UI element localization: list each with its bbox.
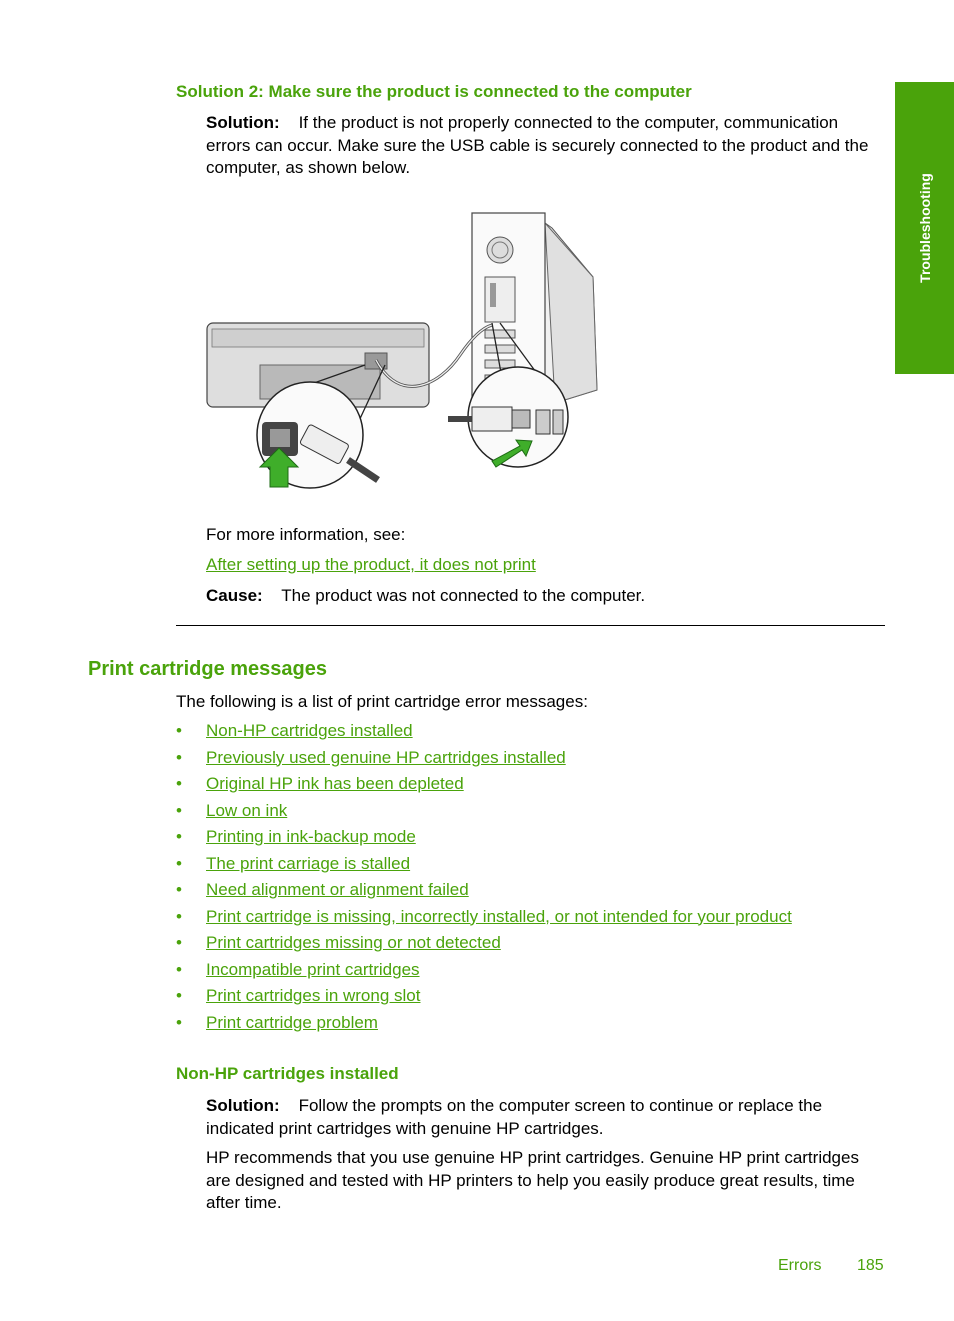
list-item xyxy=(176,747,792,774)
message-link[interactable]: Printing in ink-backup mode xyxy=(206,827,416,846)
bullet: • xyxy=(176,721,182,740)
bullet: • xyxy=(176,933,182,952)
bullet: • xyxy=(176,959,182,979)
bullet: • xyxy=(176,827,182,846)
list-item xyxy=(176,985,792,1012)
bullet: • xyxy=(176,880,182,899)
list-item xyxy=(176,1012,792,1039)
subsection-heading: Non-HP cartridges installed xyxy=(176,1064,399,1083)
message-link[interactable]: Incompatible print cartridges xyxy=(206,959,420,979)
cause-label: Cause: xyxy=(206,586,263,605)
solution2-paragraph xyxy=(206,112,886,180)
bullet: • xyxy=(176,853,182,873)
solution-label: Solution: xyxy=(206,113,280,132)
message-link[interactable]: Need alignment or alignment failed xyxy=(206,880,469,899)
section-intro: The following is a list of print cartridge error messages: xyxy=(176,692,588,711)
solution2-heading: Solution 2: Make sure the product is connected to the computer xyxy=(176,82,692,101)
solution-label: Solution: xyxy=(206,1096,280,1115)
message-link[interactable]: Print cartridges missing or not detected xyxy=(206,933,501,952)
list-item xyxy=(176,906,792,933)
nonhp-solution-paragraph xyxy=(206,1095,886,1140)
cause-paragraph xyxy=(206,585,645,608)
bullet: • xyxy=(176,906,182,926)
list-item xyxy=(176,826,792,853)
solution-text: If the product is not properly connected to the computer, communication errors can occur. Make sure the USB cable is securely connected to the product and the computer, as shown below. xyxy=(206,113,869,177)
message-link[interactable]: Previously used genuine HP cartridges installed xyxy=(206,747,566,767)
link-setup-not-print[interactable]: After setting up the product, it does not print xyxy=(206,555,536,574)
message-link[interactable]: Original HP ink has been depleted xyxy=(206,774,464,793)
side-tab-label: Troubleshooting xyxy=(916,173,933,283)
bullet: • xyxy=(176,1012,182,1032)
list-item xyxy=(176,773,792,800)
list-item xyxy=(176,720,792,747)
section-heading: Print cartridge messages xyxy=(88,658,327,680)
section-side-tab xyxy=(895,82,954,374)
message-link[interactable]: The print carriage is stalled xyxy=(206,853,411,873)
page-number: 185 xyxy=(857,1257,884,1274)
solution-text: Follow the prompts on the computer screen to continue or replace the indicated print cartridges with genuine HP cartridges. xyxy=(206,1096,823,1138)
list-item xyxy=(176,879,792,906)
bullet: • xyxy=(176,774,182,793)
bullet: • xyxy=(176,800,182,820)
divider xyxy=(176,625,885,626)
message-link[interactable]: Low on ink xyxy=(206,800,288,820)
message-link[interactable]: Print cartridges in wrong slot xyxy=(206,986,421,1005)
list-item xyxy=(176,932,792,959)
list-item xyxy=(176,853,792,880)
message-link[interactable]: Print cartridge is missing, incorrectly installed, or not intended for your product xyxy=(206,906,792,926)
list-item xyxy=(176,800,792,827)
message-list xyxy=(176,720,792,1038)
more-info-text: For more information, see: xyxy=(206,525,406,544)
usb-connection-illustration xyxy=(200,205,610,495)
message-link[interactable]: Print cartridge problem xyxy=(206,1012,378,1032)
footer-section-name: Errors xyxy=(778,1257,822,1274)
message-link[interactable]: Non-HP cartridges installed xyxy=(206,721,413,740)
list-item xyxy=(176,959,792,986)
bullet: • xyxy=(176,986,182,1005)
nonhp-recommendation: HP recommends that you use genuine HP print cartridges. Genuine HP print cartridges are designed and tested with HP printers to help you easily produce great results, time after time. xyxy=(206,1148,859,1212)
cause-text: The product was not connected to the computer. xyxy=(281,586,646,605)
bullet: • xyxy=(176,747,182,767)
